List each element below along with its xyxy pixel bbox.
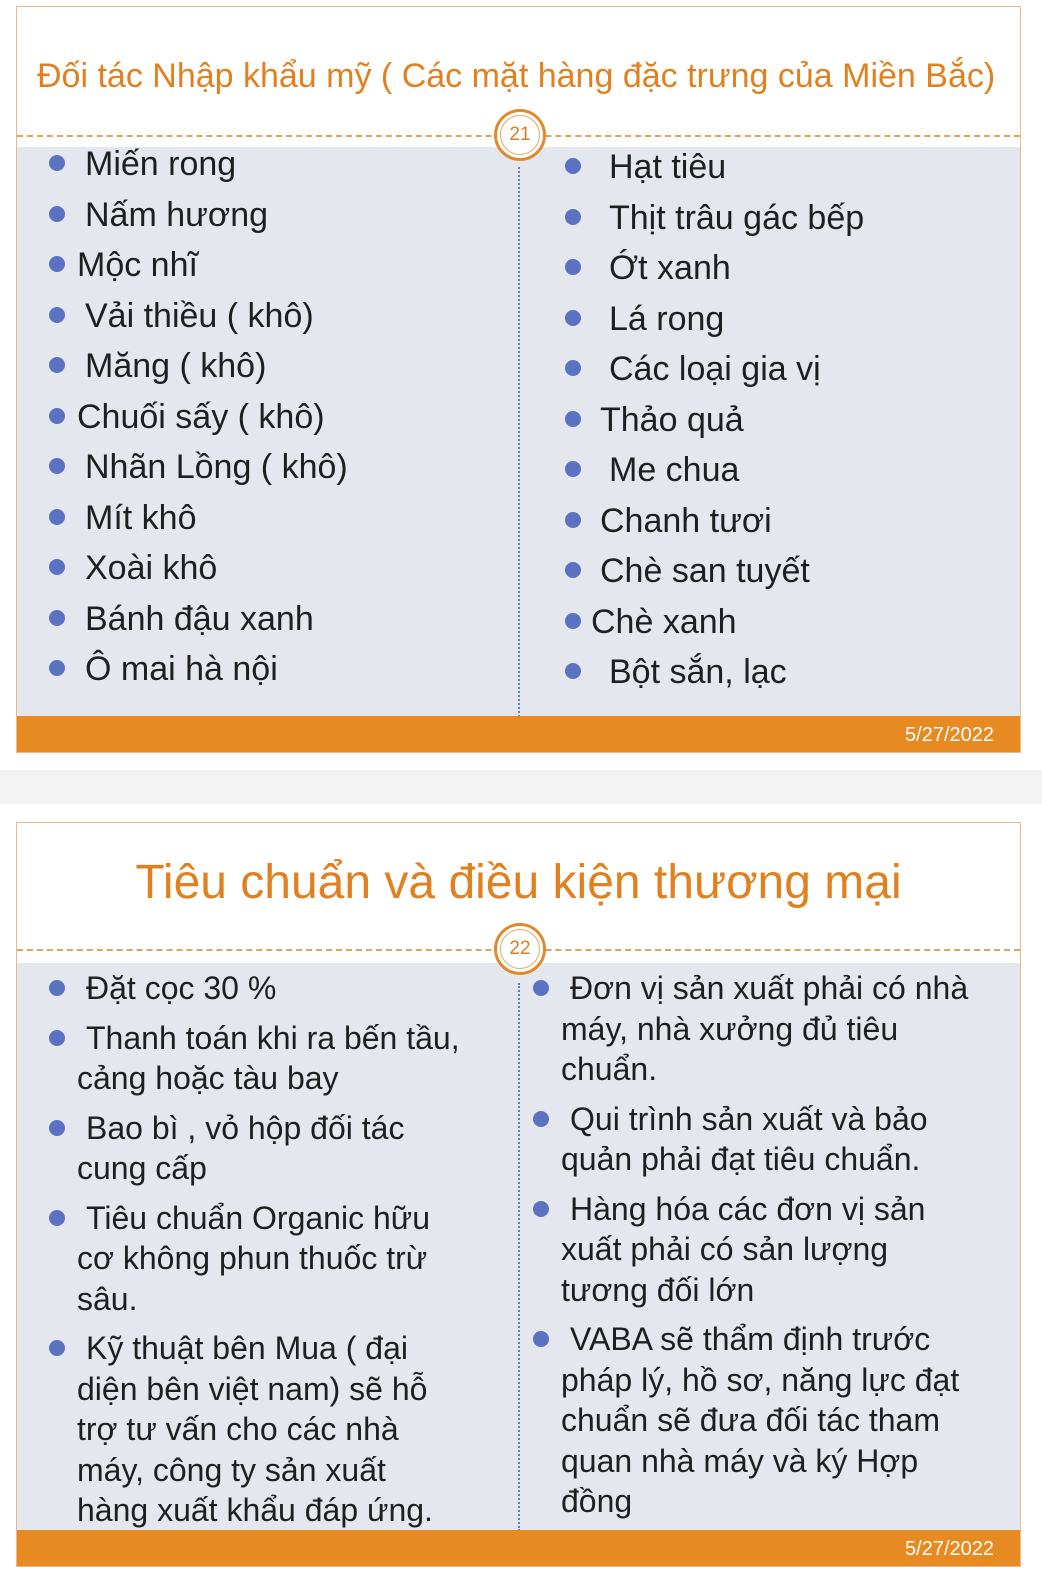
- product-list-left: [49, 147, 348, 703]
- bullet-icon: [565, 461, 581, 477]
- list-item: Bao bì , vỏ hộp đối tác cung cấp: [49, 1108, 499, 1189]
- bullet-icon: [49, 155, 65, 171]
- bullet-icon: [49, 256, 65, 272]
- list-item: Tiêu chuẩn Organic hữu cơ không phun thuốc trừ sâu.: [49, 1198, 499, 1320]
- list-item: VABA sẽ thẩm định trước pháp lý, hồ sơ, năng lực đạt chuẩn sẽ đưa đối tác tham quan nhà máy và ký Hợp đồng: [533, 1319, 1003, 1522]
- list-item: Ô mai hà nội: [49, 652, 348, 703]
- product-list-right: [565, 150, 864, 706]
- bullet-icon: [565, 411, 581, 427]
- bullet-icon: [49, 307, 65, 323]
- list-item: Nấm hương: [49, 198, 348, 249]
- footer-date: 5/27/2022: [17, 1530, 1020, 1566]
- bullet-icon: [565, 310, 581, 326]
- bullet-icon: [49, 660, 65, 676]
- bullet-icon: [533, 1111, 549, 1127]
- bullet-icon: [49, 458, 65, 474]
- bullet-icon: [49, 559, 65, 575]
- list-item: Hàng hóa các đơn vị sản xuất phải có sản lượng tương đối lớn: [533, 1189, 1003, 1311]
- list-item: Thảo quả: [565, 403, 864, 454]
- list-item: Bột sắn, lạc: [565, 655, 864, 706]
- bullet-icon: [565, 259, 581, 275]
- list-item: Bánh đậu xanh: [49, 602, 348, 653]
- list-item: Chuối sấy ( khô): [49, 400, 348, 451]
- bullet-icon: [565, 663, 581, 679]
- bullet-icon: [49, 1210, 65, 1226]
- list-item: Hạt tiêu: [565, 150, 864, 201]
- page-number-badge: [494, 109, 546, 161]
- slide-separator: [0, 770, 1042, 804]
- list-item: Miến rong: [49, 147, 348, 198]
- list-item: Thịt trâu gác bếp: [565, 201, 864, 252]
- column-divider: [518, 167, 520, 717]
- bullet-icon: [565, 562, 581, 578]
- bullet-icon: [49, 206, 65, 222]
- list-item: Vải thiều ( khô): [49, 299, 348, 350]
- bullet-icon: [565, 158, 581, 174]
- list-item: Đặt cọc 30 %: [49, 968, 499, 1009]
- list-item: Nhãn Lồng ( khô): [49, 450, 348, 501]
- bullet-icon: [49, 408, 65, 424]
- bullet-icon: [565, 613, 581, 629]
- bullet-icon: [49, 357, 65, 373]
- bullet-icon: [533, 1331, 549, 1347]
- bullet-icon: [49, 1120, 65, 1136]
- bullet-icon: [533, 1201, 549, 1217]
- list-item: Măng ( khô): [49, 349, 348, 400]
- bullet-icon: [49, 1030, 65, 1046]
- list-item: Lá rong: [565, 302, 864, 353]
- list-item: Chè xanh: [565, 605, 864, 656]
- page-number: 21: [500, 115, 540, 155]
- list-item: Chanh tươi: [565, 504, 864, 555]
- list-item: Đơn vị sản xuất phải có nhà máy, nhà xưởng đủ tiêu chuẩn.: [533, 968, 1003, 1090]
- list-item: Mít khô: [49, 501, 348, 552]
- bullet-icon: [49, 610, 65, 626]
- bullet-icon: [49, 1340, 65, 1356]
- list-item: Kỹ thuật bên Mua ( đại diện bên việt nam) sẽ hỗ trợ tư vấn cho các nhà máy, công ty sản xuất hàng xuất khẩu đáp ứng.: [49, 1328, 499, 1531]
- list-item: Xoài khô: [49, 551, 348, 602]
- bullet-icon: [49, 509, 65, 525]
- bullet-icon: [565, 512, 581, 528]
- terms-list-left: [49, 968, 499, 1540]
- list-item: Qui trình sản xuất và bảo quản phải đạt tiêu chuẩn.: [533, 1099, 1003, 1180]
- page-number: 22: [500, 929, 540, 969]
- terms-list-right: [533, 968, 1003, 1531]
- slide-title: Tiêu chuẩn và điều kiện thương mại: [135, 856, 902, 909]
- bullet-icon: [49, 980, 65, 996]
- bullet-icon: [565, 360, 581, 376]
- list-item: Mộc nhĩ: [49, 248, 348, 299]
- list-item: Chè san tuyết: [565, 554, 864, 605]
- footer-date: 5/27/2022: [17, 716, 1020, 752]
- list-item: Me chua: [565, 453, 864, 504]
- list-item: Ớt xanh: [565, 251, 864, 302]
- list-item: Thanh toán khi ra bến tầu, cảng hoặc tàu bay: [49, 1018, 499, 1099]
- list-item: Các loại gia vị: [565, 352, 864, 403]
- bullet-icon: [533, 980, 549, 996]
- slide-22: [16, 822, 1021, 1567]
- slide-21: [16, 6, 1021, 753]
- slide-title: Đối tác Nhập khẩu mỹ ( Các mặt hàng đặc trưng của Miền Bắc): [37, 57, 996, 95]
- bullet-icon: [565, 209, 581, 225]
- column-divider: [518, 983, 520, 1531]
